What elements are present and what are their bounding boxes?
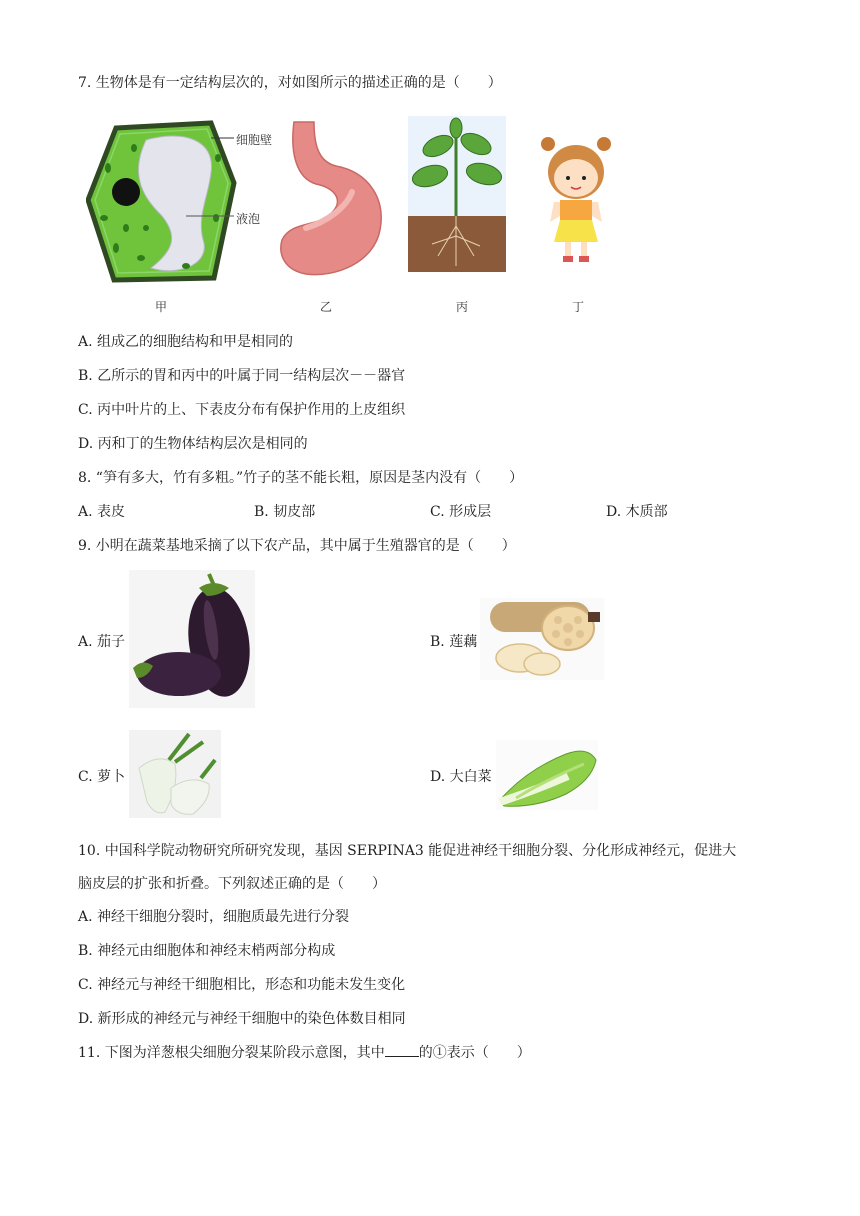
q10-option-a: A. 神经干细胞分裂时，细胞质最先进行分裂 (78, 909, 350, 925)
q8-stem: 8. “笋有多大，竹有多粗。”竹子的茎不能长粗，原因是茎内没有（ ） (78, 470, 524, 486)
plant-figure (408, 116, 506, 272)
q10-stem-line1: 10. 中国科学院动物研究所研究发现，基因 SERPINA3 能促进神经干细胞分裂、分化形成神经元，促进大 (78, 843, 737, 859)
girl-figure (536, 132, 616, 268)
q10-stem-line2: 脑皮层的扩张和折叠。下列叙述正确的是（ ） (78, 876, 386, 892)
vacuole-label: 液泡 (236, 212, 261, 226)
lotus-root-image (480, 598, 604, 680)
q7-option-c: C. 丙中叶片的上、下表皮分布有保护作用的上皮组织 (78, 402, 406, 418)
q9-option-d: D. 大白菜 (430, 769, 492, 785)
caption-yi: 乙 (320, 300, 333, 314)
radish-image (129, 730, 221, 818)
q7-option-a: A. 组成乙的细胞结构和甲是相同的 (78, 334, 294, 350)
q9-option-b: B. 莲藕 (430, 634, 478, 650)
q11-stem-before: 11. 下图为洋葱根尖细胞分裂某阶段示意图，其中 (78, 1045, 385, 1061)
caption-bing: 丙 (456, 300, 469, 314)
eggplant-image (129, 570, 255, 708)
q9-option-a: A. 茄子 (78, 634, 126, 650)
q11-stem (78, 1043, 531, 1063)
q7-stem: 7. 生物体是有一定结构层次的，对如图所示的描述正确的是（ ） (78, 75, 502, 91)
q8-option-c: C. 形成层 (430, 504, 492, 520)
napa-cabbage-image (496, 740, 598, 810)
q9-option-c: C. 萝卜 (78, 769, 126, 785)
cell-wall-label: 细胞壁 (236, 133, 273, 147)
q10-option-c: C. 神经元与神经干细胞相比，形态和功能未发生变化 (78, 977, 406, 993)
q8-option-a: A. 表皮 (78, 504, 126, 520)
q8-option-b: B. 韧皮部 (254, 504, 316, 520)
q11-stem-after: 的①表示（ ） (418, 1045, 531, 1061)
q11-blank (385, 1044, 419, 1057)
caption-jia: 甲 (155, 300, 168, 314)
q9-stem: 9. 小明在蔬菜基地采摘了以下农产品，其中属于生殖器官的是（ ） (78, 538, 516, 554)
stomach-figure (276, 118, 388, 278)
q10-option-d: D. 新形成的神经元与神经干细胞中的染色体数目相同 (78, 1011, 406, 1027)
q8-option-d: D. 木质部 (606, 504, 668, 520)
caption-ding: 丁 (572, 300, 585, 314)
q7-option-b: B. 乙所示的胃和丙中的叶属于同一结构层次－－器官 (78, 368, 406, 384)
q7-option-d: D. 丙和丁的生物体结构层次是相同的 (78, 436, 308, 452)
q10-option-b: B. 神经元由细胞体和神经末梢两部分构成 (78, 943, 336, 959)
